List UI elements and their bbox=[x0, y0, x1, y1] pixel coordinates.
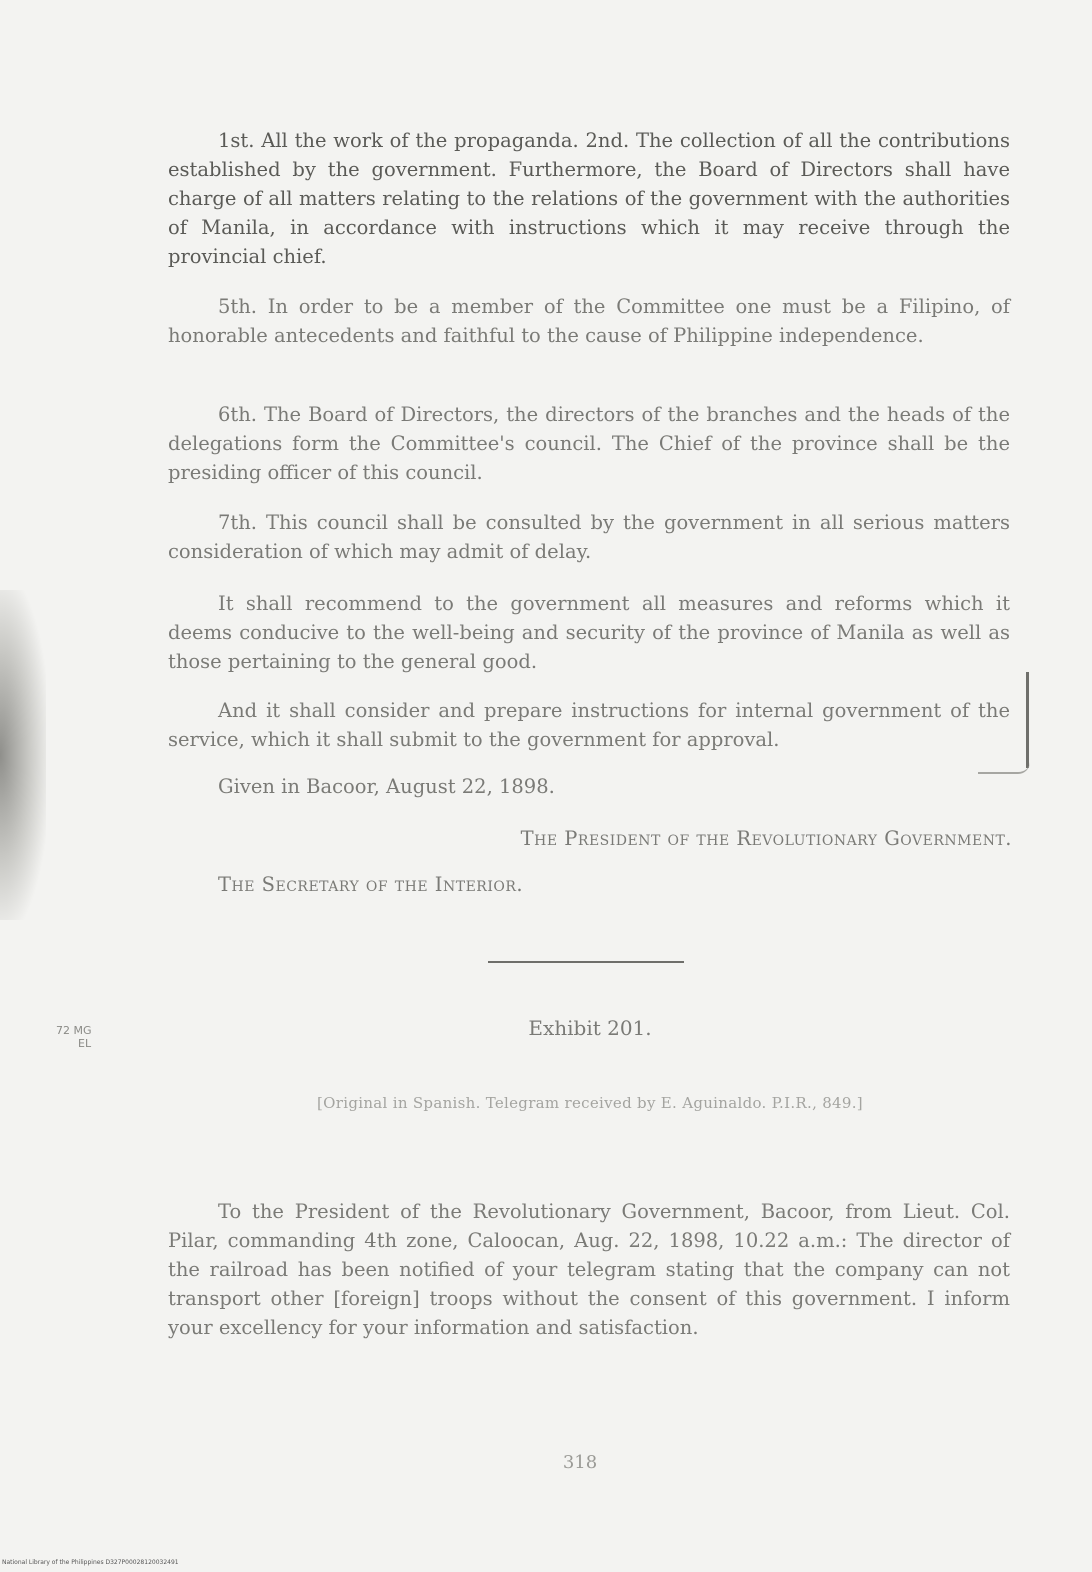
paragraph-seventh-article: 7th. This council shall be consulted by the government in all serious matters consideration of which may admit of delay. bbox=[168, 511, 1010, 563]
page-edge-shadow bbox=[0, 590, 46, 920]
paragraph-instructions: And it shall consider and prepare instructions for internal government of the service, which it shall submit to the government for approval. bbox=[168, 699, 1010, 751]
given-date-line: Given in Bacoor, August 22, 1898. bbox=[218, 775, 555, 798]
margin-annotation-line-2: EL bbox=[78, 1037, 92, 1050]
page-number: 318 bbox=[562, 1452, 598, 1473]
margin-annotation-line-1: 72 MG bbox=[56, 1024, 92, 1037]
source-note: [Original in Spanish. Telegram received by E. Aguinaldo. P.I.R., 849.] bbox=[317, 1094, 863, 1112]
footer-credit: National Library of the Philippines D327P00028120032491 bbox=[2, 1559, 179, 1566]
paragraph-sixth-article: 6th. The Board of Directors, the directors of the branches and the heads of the delegations form the Committee's council. The Chief of the province shall be the presiding officer of this council. bbox=[168, 403, 1010, 484]
exhibit-heading: Exhibit 201. bbox=[528, 1016, 652, 1040]
margin-mark bbox=[1026, 672, 1029, 768]
telegram-paragraph: To the President of the Revolutionary Government, Bacoor, from Lieut. Col. Pilar, commanding 4th zone, Caloocan, Aug. 22, 1898, 10.22 a.m.: The director of the railroad has been notified of your telegram stating that the company can not transport other [foreign] troops without the consent of this government. I inform your excellency for your information and satisfaction. bbox=[168, 1200, 1010, 1339]
paragraph-board-duties: 1st. All the work of the propaganda. 2nd. The collection of all the contributions established by the government. Furthermore, the Board of Directors shall have charge of all matters relating to the relations of the government with the authorities of Manila, in accordance with instructions which it may receive through the provincial chief. bbox=[168, 129, 1010, 268]
section-divider bbox=[488, 961, 684, 963]
signature-president: The President of the Revolutionary Government. bbox=[520, 827, 1012, 850]
signature-secretary: The Secretary of the Interior. bbox=[218, 873, 524, 896]
paragraph-fifth-article: 5th. In order to be a member of the Committee one must be a Filipino, of honorable antecedents and faithful to the cause of Philippine independence. bbox=[168, 295, 1010, 347]
paragraph-recommendations: It shall recommend to the government all measures and reforms which it deems conducive to the well-being and security of the province of Manila as well as those pertaining to the general good. bbox=[168, 592, 1010, 673]
